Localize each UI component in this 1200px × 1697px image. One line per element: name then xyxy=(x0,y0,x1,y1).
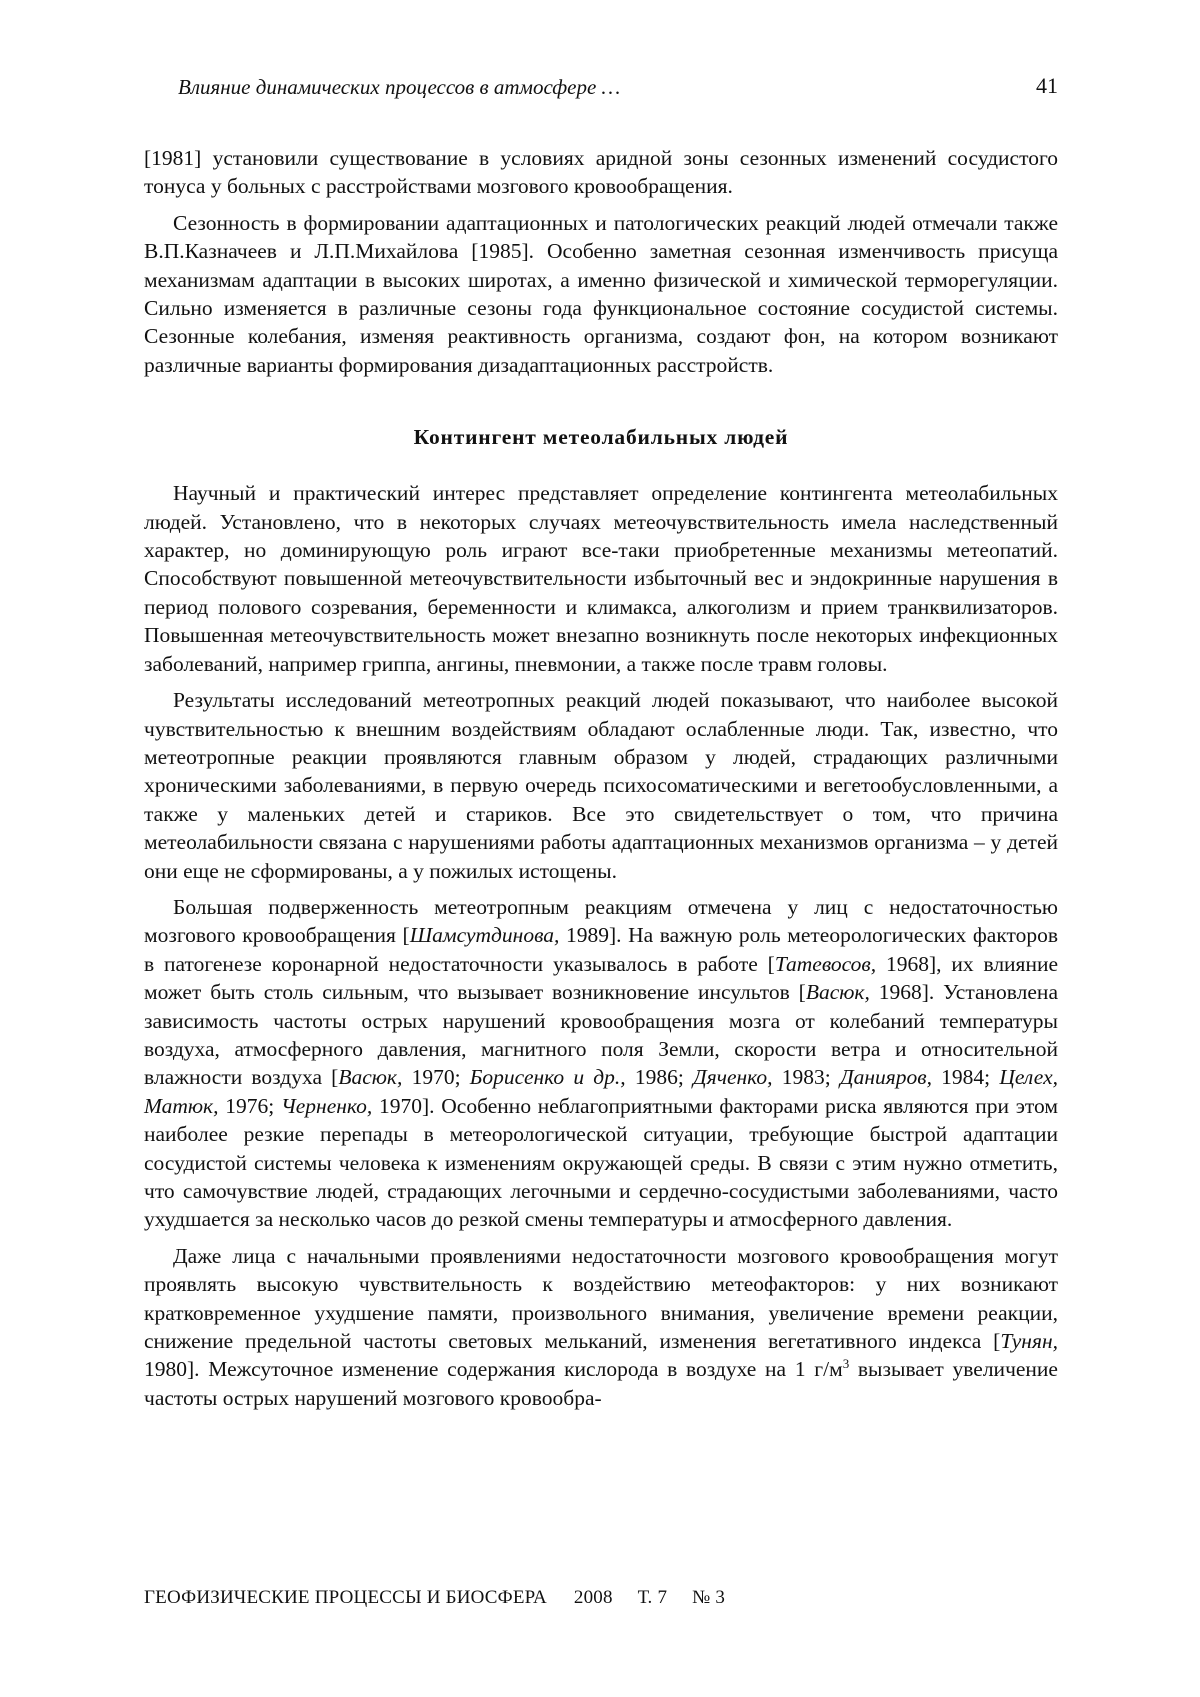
paragraph-6 xyxy=(144,1242,1058,1412)
citation-author: Черненко, xyxy=(280,1093,373,1118)
text-run: 1983; xyxy=(772,1065,840,1090)
citation-author: Дяченко, xyxy=(693,1065,773,1090)
journal-volume: Т. 7 xyxy=(637,1587,668,1608)
citation-author: Данияров, xyxy=(839,1065,932,1090)
text-run: 1970; xyxy=(402,1065,470,1090)
citation-author: Татевосов, xyxy=(774,951,877,976)
text-run: Даже лица с начальными проявлениями недостаточности мозгового кровообращения могут проявлять высокую чувствительность к воздействию метеофакторов: у них возникают кратковременное ухудшение памяти, произвольного внимания, увеличение времени реакции, снижение предельной частоты световых мельканий, изменения вегетативного индекса [ xyxy=(144,1243,1058,1354)
journal-issue: № 3 xyxy=(692,1587,726,1608)
text-run: 1968], их влияние может быть столь сильным, что вызывает возникновение инсультов [ xyxy=(144,951,1058,1005)
text-run: Большая подверженность метеотропным реакциям отмечена у лиц с недостаточностью мозгового кровообращения [ xyxy=(144,894,1058,948)
citation-author: Борисенко и др., xyxy=(469,1065,626,1090)
citation-author: Васюк, xyxy=(805,980,870,1005)
citation-author: Тунян, xyxy=(1000,1329,1058,1354)
journal-year: 2008 xyxy=(573,1587,613,1608)
text-run: 1976; xyxy=(218,1093,281,1118)
text-run: 1968]. Установлена зависимость частоты острых нарушений кровообращения мозга от колебаний температуры воздуха, атмосферного давления, магнитного поля Земли, скорости ветра и относительной влажности воздуха [ xyxy=(144,980,1058,1090)
paragraph-1: [1981] установили существование в условиях аридной зоны сезонных изменений сосудистого тонуса у больных с расстройствами мозгового кровообращения. xyxy=(144,146,1058,199)
text-run: 1989]. На важную роль метеорологических факторов в патогенезе коронарной недостаточности указывалось в работе [ xyxy=(144,923,1058,976)
running-title: Влияние динамических процессов в атмосфере … xyxy=(178,75,621,99)
text-run: 1980]. Межсуточное изменение содержания кислорода в воздухе на 1 г/м xyxy=(144,1357,843,1382)
superscript: 3 xyxy=(842,1356,850,1372)
article-body xyxy=(144,144,1058,1420)
citation-author: Шамсутдинова, xyxy=(409,923,560,948)
text-run: 1984; xyxy=(931,1065,1000,1090)
text-run: 1986; xyxy=(625,1065,694,1090)
paragraph-4: Результаты исследований метеотропных реакций людей показывают, что наиболее высокой чувствительностью к внешним воздействиям обладают ослабленные люди. Так, известно, что метеотропные реакции проявляются главным образом у людей, страдающих различными хроническими заболеваниями, в первую очередь психосоматическими и вегетообусловленными, а также у маленьких детей и стариков. Все это свидетельствует о том, что причина метеолабильности связана с нарушениями работы адаптационных механизмов организма – у детей они еще не сформированы, а у пожилых истощены. xyxy=(144,688,1058,883)
citation-author: Васюк, xyxy=(338,1065,403,1090)
paragraph-3: Научный и практический интерес представляет определение контингента метеолабильных людей. Установлено, что в некоторых случаях метеочувствительность имела наследственный характер, но доминирующую роль играют все-таки приобретенные механизмы метеопатий. Способствуют повышенной метеочувствительности избыточный вес и эндокринные нарушения в период полового созревания, беременности и климакса, алкоголизм и прием транквилизаторов. Повышенная метеочувствительность может внезапно возникнуть после некоторых инфекционных заболеваний, например гриппа, ангины, пневмонии, а также после травм головы. xyxy=(144,481,1058,676)
section-heading: Контингент метеолабильных людей xyxy=(413,425,789,450)
citation-author: Целех, Матюк, xyxy=(144,1065,1058,1118)
page-number: 41 xyxy=(1036,73,1058,98)
journal-footer xyxy=(144,1585,725,1611)
journal-name: ГЕОФИЗИЧЕСКИЕ ПРОЦЕССЫ И БИОСФЕРА xyxy=(144,1587,547,1608)
paragraph-5 xyxy=(144,893,1058,1234)
text-run: вызывает увеличение частоты острых нарушений мозгового кровообра- xyxy=(144,1357,1058,1410)
text-run: 1970]. Особенно неблагоприятными факторами риска являются при этом наиболее резкие перепады в метеорологической ситуации, требующие быстрой адаптации сосудистой системы человека к изменениям окружающей среды. В связи с этим нужно отметить, что самочувствие людей, страдающих легочными и сердечно-сосудистыми заболеваниями, часто ухудшается за несколько часов до резкой смены температуры и атмосферного давления. xyxy=(144,1093,1058,1232)
paragraph-2: Сезонность в формировании адаптационных и патологических реакций людей отмечали также В.П.Казначеев и Л.П.Михайлова [1985]. Особенно заметная сезонная изменчивость присуща механизмам адаптации в высоких широтах, а именно физической и химической терморегуляции. Сильно изменяется в различные сезоны года функциональное состояние сосудистой системы. Сезонные колебания, изменяя реактивность организма, создают фон, на котором возникают различные варианты формирования дизадаптационных расстройств. xyxy=(144,210,1058,377)
